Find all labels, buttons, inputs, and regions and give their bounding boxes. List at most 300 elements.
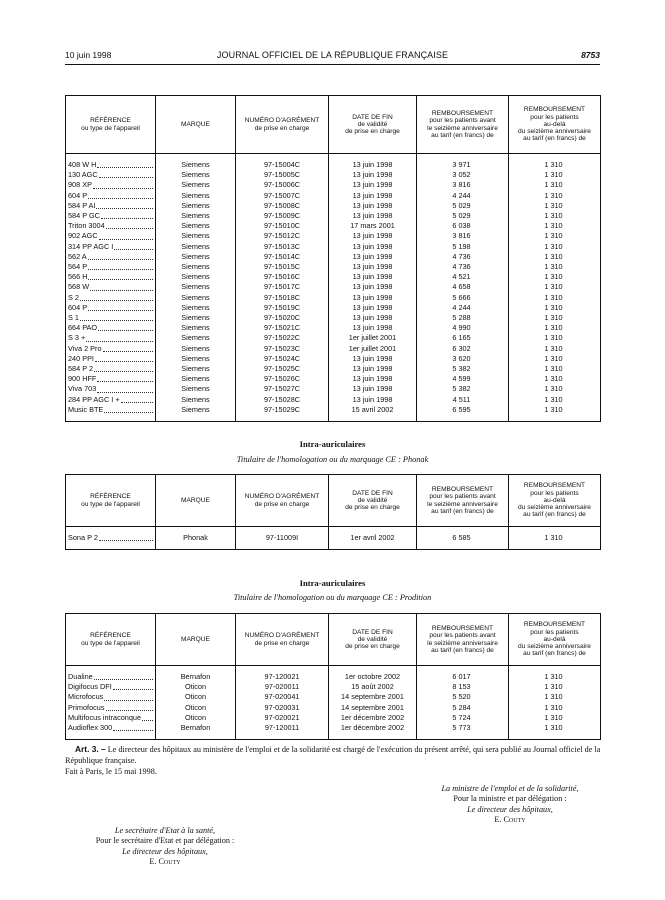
col-marque-cell: Siemens	[156, 374, 236, 384]
table-row	[66, 344, 601, 354]
col-numero-cell: 97-15009C	[236, 211, 329, 221]
col-numero-cell: 97-15013C	[236, 242, 329, 252]
col-marque-cell: Siemens	[156, 170, 236, 180]
col-remb-dela-cell: 1 310	[509, 282, 601, 292]
col-marque-cell: Siemens	[156, 242, 236, 252]
signature-director: Le directeur des hôpitaux,	[467, 804, 553, 814]
col-remb-avant-cell: 5 029	[417, 211, 509, 221]
col-reference-cell	[66, 713, 156, 723]
reference-text: Digifocus DFI	[68, 682, 112, 692]
col-remb-dela-cell: 1 310	[509, 333, 601, 343]
col-date-fin-header	[329, 96, 417, 154]
header-line: au-delà	[543, 496, 566, 504]
col-date-fin-header	[329, 614, 417, 666]
spacer-cell	[236, 543, 329, 550]
article-3	[65, 744, 610, 766]
col-marque-cell: Siemens	[156, 293, 236, 303]
table-prodition	[65, 613, 601, 740]
col-date-fin-cell: 13 juin 1998	[329, 201, 417, 211]
col-date-fin-cell: 13 juin 1998	[329, 384, 417, 394]
table-row	[66, 384, 601, 394]
col-reference-cell	[66, 323, 156, 333]
col-remb-dela-cell: 1 310	[509, 395, 601, 405]
dot-leader	[94, 672, 153, 680]
col-date-fin-cell: 13 juin 1998	[329, 395, 417, 405]
col-remb-avant-cell: 5 520	[417, 692, 509, 702]
header-line: au tarif (en francs) de	[431, 131, 494, 139]
table-row	[66, 703, 601, 713]
col-remb-avant-header	[417, 96, 509, 154]
dot-leader	[103, 344, 153, 352]
spacer-cell	[156, 543, 236, 550]
col-marque-cell: Siemens	[156, 313, 236, 323]
col-marque-cell: Siemens	[156, 354, 236, 364]
reference-text: 284 PP AGC I +	[68, 394, 120, 404]
spacer-cell	[66, 733, 156, 740]
section-title-phonak: Intra-auriculaires	[299, 439, 366, 449]
col-reference-cell	[66, 303, 156, 313]
header-line: RÉFÉRENCE	[90, 632, 131, 640]
dot-leader	[97, 384, 153, 392]
col-numero-cell: 97-11009I	[236, 533, 329, 543]
col-reference-cell	[66, 723, 156, 733]
spacer-cell	[509, 733, 601, 740]
header-date: 10 juin 1998	[65, 50, 112, 60]
col-remb-dela-cell: 1 310	[509, 231, 601, 241]
header-line: au-delà	[543, 120, 566, 128]
col-reference-cell	[66, 405, 156, 415]
col-remb-dela-cell: 1 310	[509, 293, 601, 303]
dot-leader	[113, 682, 153, 690]
col-reference-header	[66, 614, 156, 666]
header-line: au tarif (en francs) de	[431, 507, 494, 515]
table-row	[66, 272, 601, 282]
col-remb-dela-cell: 1 310	[509, 354, 601, 364]
reference-text: 664 PAO	[68, 323, 98, 333]
table-row	[66, 395, 601, 405]
spacer-row	[66, 415, 601, 422]
reference-text: 130 AGC	[68, 170, 98, 180]
reference-text: 566 H	[68, 272, 88, 282]
header-line: le seizième anniversaire	[427, 124, 498, 132]
col-remb-dela-cell: 1 310	[509, 211, 601, 221]
col-remb-dela-cell: 1 310	[509, 364, 601, 374]
header-line: de validité	[357, 120, 388, 128]
col-remb-avant-cell: 5 773	[417, 723, 509, 733]
col-numero-cell: 97-15025C	[236, 364, 329, 374]
col-remb-avant-cell: 3 620	[417, 354, 509, 364]
col-reference-cell	[66, 211, 156, 221]
reference-text: S 3 +	[68, 333, 86, 343]
col-reference-header	[66, 475, 156, 527]
spacer-cell	[417, 415, 509, 422]
col-date-fin-cell: 13 juin 1998	[329, 191, 417, 201]
col-numero-cell: 97-15005C	[236, 170, 329, 180]
col-remb-dela-cell: 1 310	[509, 262, 601, 272]
col-numero-cell: 97-15004C	[236, 160, 329, 170]
dot-leader	[88, 303, 153, 311]
col-remb-avant-cell: 6 585	[417, 533, 509, 543]
table-row	[66, 303, 601, 313]
col-numero-cell: 97-15026C	[236, 374, 329, 384]
col-date-fin-cell: 13 juin 1998	[329, 231, 417, 241]
col-remb-dela-cell: 1 310	[509, 703, 601, 713]
col-reference-cell	[66, 242, 156, 252]
col-reference-cell	[66, 692, 156, 702]
col-numero-cell: 97-120011	[236, 723, 329, 733]
header-line: du seizième anniversaire	[518, 643, 591, 651]
col-remb-avant-cell: 4 521	[417, 272, 509, 282]
col-date-fin-cell: 1er juillet 2001	[329, 333, 417, 343]
col-reference-cell	[66, 170, 156, 180]
col-numero-cell: 97-15022C	[236, 333, 329, 343]
header-line: DATE DE FIN	[352, 113, 393, 121]
col-reference-header	[66, 96, 156, 154]
col-reference-cell	[66, 672, 156, 682]
col-reference-cell	[66, 344, 156, 354]
dot-leader	[113, 723, 153, 731]
table-row	[66, 354, 601, 364]
col-remb-avant-cell: 4 599	[417, 374, 509, 384]
dot-leader	[88, 191, 153, 199]
col-numero-cell: 97-020011	[236, 682, 329, 692]
table-row	[66, 682, 601, 692]
col-remb-avant-cell: 5 724	[417, 713, 509, 723]
col-marque-cell: Siemens	[156, 395, 236, 405]
spacer-cell	[509, 543, 601, 550]
reference-text: 900 HFF	[68, 374, 97, 384]
col-reference-cell	[66, 395, 156, 405]
dot-leader	[99, 533, 153, 541]
col-remb-dela-cell: 1 310	[509, 723, 601, 733]
col-remb-avant-cell: 4 511	[417, 395, 509, 405]
col-reference-cell	[66, 221, 156, 231]
col-date-fin-cell: 14 septembre 2001	[329, 692, 417, 702]
dot-leader	[80, 313, 153, 321]
col-marque-cell: Siemens	[156, 323, 236, 333]
reference-text: Sona P 2	[68, 533, 98, 542]
table-row	[66, 242, 601, 252]
header-line: REMBOURSEMENT	[523, 621, 586, 629]
col-date-fin-cell: 15 avril 2002	[329, 405, 417, 415]
col-marque-cell: Siemens	[156, 211, 236, 221]
reference-text: Multifocus intraconque	[68, 712, 142, 722]
signature-delegation: Pour la ministre et par délégation :	[453, 794, 567, 804]
header-line: pour les patients avant	[429, 493, 496, 501]
table-row	[66, 191, 601, 201]
col-date-fin-cell: 17 mars 2001	[329, 221, 417, 231]
col-remb-dela-cell: 1 310	[509, 201, 601, 211]
dot-leader	[101, 211, 153, 219]
col-marque-header	[156, 96, 236, 154]
col-marque-cell: Siemens	[156, 303, 236, 313]
header-line: pour les patients	[530, 113, 579, 121]
col-remb-avant-cell: 4 990	[417, 323, 509, 333]
header-line: de prise en charge	[345, 504, 400, 512]
header-line: NUMÉRO D'AGRÉMENT	[244, 493, 320, 501]
col-remb-dela-cell: 1 310	[509, 323, 601, 333]
spacer-cell	[156, 733, 236, 740]
spacer-cell	[156, 415, 236, 422]
spacer-cell	[66, 543, 156, 550]
col-numero-cell: 97-15016C	[236, 272, 329, 282]
page-number: 8753	[581, 50, 600, 60]
signature-secretary	[60, 826, 270, 868]
header-line: le seizième anniversaire	[427, 639, 498, 647]
col-marque-cell: Siemens	[156, 272, 236, 282]
col-numero-cell: 97-15008C	[236, 201, 329, 211]
header-line: ou type de l'appareil	[81, 124, 140, 132]
article-text: Le directeur des hôpitaux au ministère de l'emploi et de la solidarité est chargé de l'exécution du présent arrêté, qui sera publié au Journal officiel de la République française.	[65, 745, 601, 765]
table-row	[66, 293, 601, 303]
table-row	[66, 211, 601, 221]
col-numero-cell: 97-15028C	[236, 395, 329, 405]
header-line: MARQUE	[181, 635, 210, 643]
col-remb-avant-cell: 5 288	[417, 313, 509, 323]
header-line: au tarif (en francs) de	[431, 646, 494, 654]
col-date-fin-cell: 13 juin 1998	[329, 211, 417, 221]
header-line: REMBOURSEMENT	[431, 624, 494, 632]
col-date-fin-cell: 13 juin 1998	[329, 160, 417, 170]
header-line: au tarif (en francs) de	[523, 650, 586, 658]
section-subtitle-phonak: Titulaire de l'homologation ou du marquage CE : Phonak	[236, 455, 429, 464]
dot-leader	[104, 692, 153, 700]
signature-name: E. Couty	[149, 857, 181, 867]
header-line: DATE DE FIN	[352, 489, 393, 497]
col-marque-header	[156, 475, 236, 527]
col-remb-dela-cell: 1 310	[509, 180, 601, 190]
reference-text: S 2	[68, 292, 79, 302]
dot-leader	[97, 374, 153, 382]
signature-name: E. Couty	[494, 815, 526, 825]
dot-leader	[114, 242, 153, 250]
col-remb-avant-cell: 4 244	[417, 191, 509, 201]
col-date-fin-cell: 13 juin 1998	[329, 242, 417, 252]
dot-leader	[106, 703, 154, 711]
col-reference-cell	[66, 252, 156, 262]
col-marque-cell: Siemens	[156, 384, 236, 394]
reference-text: 902 AGC	[68, 231, 98, 241]
col-marque-cell: Oticon	[156, 713, 236, 723]
col-numero-cell: 97-15019C	[236, 303, 329, 313]
header-line: du seizième anniversaire	[518, 128, 591, 136]
col-remb-dela-cell: 1 310	[509, 160, 601, 170]
table-header	[66, 96, 601, 154]
table-row	[66, 231, 601, 241]
col-reference-cell	[66, 282, 156, 292]
col-remb-avant-cell: 5 382	[417, 364, 509, 374]
header-line: au tarif (en francs) de	[523, 135, 586, 143]
col-remb-avant-cell: 3 971	[417, 160, 509, 170]
table-header	[66, 475, 601, 527]
header-line: RÉFÉRENCE	[90, 493, 131, 501]
col-marque-cell: Siemens	[156, 344, 236, 354]
col-numero-header	[236, 96, 329, 154]
col-remb-avant-cell: 4 736	[417, 252, 509, 262]
col-marque-cell: Siemens	[156, 201, 236, 211]
col-remb-dela-cell: 1 310	[509, 170, 601, 180]
spacer-row	[66, 543, 601, 550]
col-date-fin-cell: 13 juin 1998	[329, 293, 417, 303]
col-marque-cell: Phonak	[156, 533, 236, 543]
reference-text: S 1	[68, 313, 79, 323]
table-siemens	[65, 95, 601, 422]
col-marque-header	[156, 614, 236, 666]
col-numero-cell: 97-15015C	[236, 262, 329, 272]
col-reference-cell	[66, 354, 156, 364]
col-numero-cell: 97-15021C	[236, 323, 329, 333]
col-reference-cell	[66, 201, 156, 211]
col-date-fin-cell: 13 juin 1998	[329, 323, 417, 333]
col-numero-cell: 97-15012C	[236, 231, 329, 241]
col-date-fin-cell: 13 juin 1998	[329, 313, 417, 323]
done-at: Fait à Paris, le 15 mai 1998.	[65, 767, 157, 776]
dot-leader	[90, 282, 153, 290]
reference-text: 584 P AI	[68, 200, 96, 210]
header-line: pour les patients avant	[429, 117, 496, 125]
dot-leader	[97, 160, 153, 168]
article-label: Art. 3. –	[75, 744, 106, 754]
header-line: NUMÉRO D'AGRÉMENT	[244, 632, 320, 640]
col-remb-dela-cell: 1 310	[509, 191, 601, 201]
reference-text: 568 W	[68, 282, 90, 292]
spacer-cell	[329, 415, 417, 422]
table-row	[66, 713, 601, 723]
reference-text: 314 PP AGC I	[68, 241, 114, 251]
col-remb-dela-cell: 1 310	[509, 672, 601, 682]
reference-text: Triton 3004	[68, 221, 105, 231]
col-remb-avant-cell: 5 284	[417, 703, 509, 713]
col-remb-avant-cell: 3 052	[417, 170, 509, 180]
col-marque-cell: Siemens	[156, 221, 236, 231]
signature-title: Le secrétaire d'Etat à la santé,	[114, 826, 216, 835]
col-remb-avant-cell: 6 038	[417, 221, 509, 231]
dot-leader	[98, 323, 153, 331]
dot-leader	[86, 333, 153, 341]
col-numero-cell: 97-15010C	[236, 221, 329, 231]
reference-text: 908 XP	[68, 180, 92, 190]
header-line: au-delà	[543, 635, 566, 643]
col-remb-avant-cell: 4 736	[417, 262, 509, 272]
col-date-fin-cell: 15 août 2002	[329, 682, 417, 692]
header-line: au tarif (en francs) de	[523, 511, 586, 519]
dot-leader	[88, 272, 153, 280]
header-line: pour les patients	[530, 489, 579, 497]
spacer-cell	[329, 543, 417, 550]
col-marque-cell: Siemens	[156, 231, 236, 241]
header-line: DATE DE FIN	[352, 628, 393, 636]
col-remb-avant-cell: 5 382	[417, 384, 509, 394]
col-remb-avant-cell: 6 302	[417, 344, 509, 354]
col-remb-avant-header	[417, 614, 509, 666]
reference-text: Audioflex 300	[68, 723, 113, 733]
dot-leader	[95, 354, 153, 362]
col-reference-cell	[66, 160, 156, 170]
col-marque-cell: Siemens	[156, 160, 236, 170]
col-remb-dela-cell: 1 310	[509, 344, 601, 354]
col-remb-avant-cell: 4 658	[417, 282, 509, 292]
header-line: ou type de l'appareil	[81, 500, 140, 508]
section-title-prodition: Intra-auriculaires	[299, 578, 366, 588]
col-reference-cell	[66, 374, 156, 384]
col-remb-avant-cell: 8 153	[417, 682, 509, 692]
dot-leader	[106, 221, 153, 229]
table-row	[66, 405, 601, 415]
col-date-fin-cell: 13 juin 1998	[329, 282, 417, 292]
col-numero-header	[236, 614, 329, 666]
col-marque-cell: Siemens	[156, 364, 236, 374]
col-marque-cell: Siemens	[156, 262, 236, 272]
header-line: MARQUE	[181, 496, 210, 504]
col-date-fin-cell: 1er juillet 2001	[329, 344, 417, 354]
header-line: REMBOURSEMENT	[431, 109, 494, 117]
header-line: REMBOURSEMENT	[431, 485, 494, 493]
col-remb-avant-header	[417, 475, 509, 527]
col-remb-avant-cell: 3 816	[417, 180, 509, 190]
col-numero-cell: 97-15023C	[236, 344, 329, 354]
col-reference-cell	[66, 313, 156, 323]
col-numero-cell: 97-15017C	[236, 282, 329, 292]
col-numero-cell: 97-15018C	[236, 293, 329, 303]
reference-text: 584 P GC	[68, 211, 100, 221]
col-date-fin-cell: 13 juin 1998	[329, 303, 417, 313]
spacer-row	[66, 733, 601, 740]
col-remb-avant-cell: 4 244	[417, 303, 509, 313]
table-row	[66, 692, 601, 702]
col-remb-avant-cell: 6 165	[417, 333, 509, 343]
header-line: REMBOURSEMENT	[523, 106, 586, 114]
header-line: ou type de l'appareil	[81, 639, 140, 647]
reference-text: Primofocus	[68, 702, 105, 712]
header-line: de prise en charge	[345, 643, 400, 651]
col-remb-dela-header	[509, 475, 601, 527]
table-row	[66, 364, 601, 374]
col-date-fin-cell: 1er avril 2002	[329, 533, 417, 543]
signature-title: La ministre de l'emploi et de la solidarité,	[441, 784, 579, 793]
header-line: de prise en charge	[254, 500, 310, 508]
col-remb-avant-cell: 5 666	[417, 293, 509, 303]
header-title: JOURNAL OFFICIEL DE LA RÉPUBLIQUE FRANÇAISE	[216, 50, 449, 60]
col-date-fin-cell: 1er octobre 2002	[329, 672, 417, 682]
col-numero-cell: 97-15029C	[236, 405, 329, 415]
col-numero-cell: 97-15014C	[236, 252, 329, 262]
reference-text: 240 PPI	[68, 353, 94, 363]
header-line: le seizième anniversaire	[427, 500, 498, 508]
col-remb-avant-cell: 5 029	[417, 201, 509, 211]
col-date-fin-cell: 13 juin 1998	[329, 252, 417, 262]
col-numero-cell: 97-120021	[236, 672, 329, 682]
reference-text: Dualine	[68, 672, 93, 681]
col-remb-dela-cell: 1 310	[509, 682, 601, 692]
table-row	[66, 180, 601, 190]
col-remb-dela-cell: 1 310	[509, 313, 601, 323]
table-row	[66, 333, 601, 343]
table-header	[66, 614, 601, 666]
col-remb-dela-cell: 1 310	[509, 303, 601, 313]
col-date-fin-cell: 13 juin 1998	[329, 180, 417, 190]
table-row	[66, 533, 601, 543]
header-line: MARQUE	[181, 120, 210, 128]
article-done	[65, 767, 610, 778]
col-remb-dela-cell: 1 310	[509, 692, 601, 702]
col-reference-cell	[66, 180, 156, 190]
dot-leader	[99, 170, 153, 178]
col-remb-dela-cell: 1 310	[509, 374, 601, 384]
col-date-fin-cell: 13 juin 1998	[329, 272, 417, 282]
col-remb-avant-cell: 6 595	[417, 405, 509, 415]
header-line: de prise en charge	[254, 124, 310, 132]
header-line: pour les patients	[530, 628, 579, 636]
